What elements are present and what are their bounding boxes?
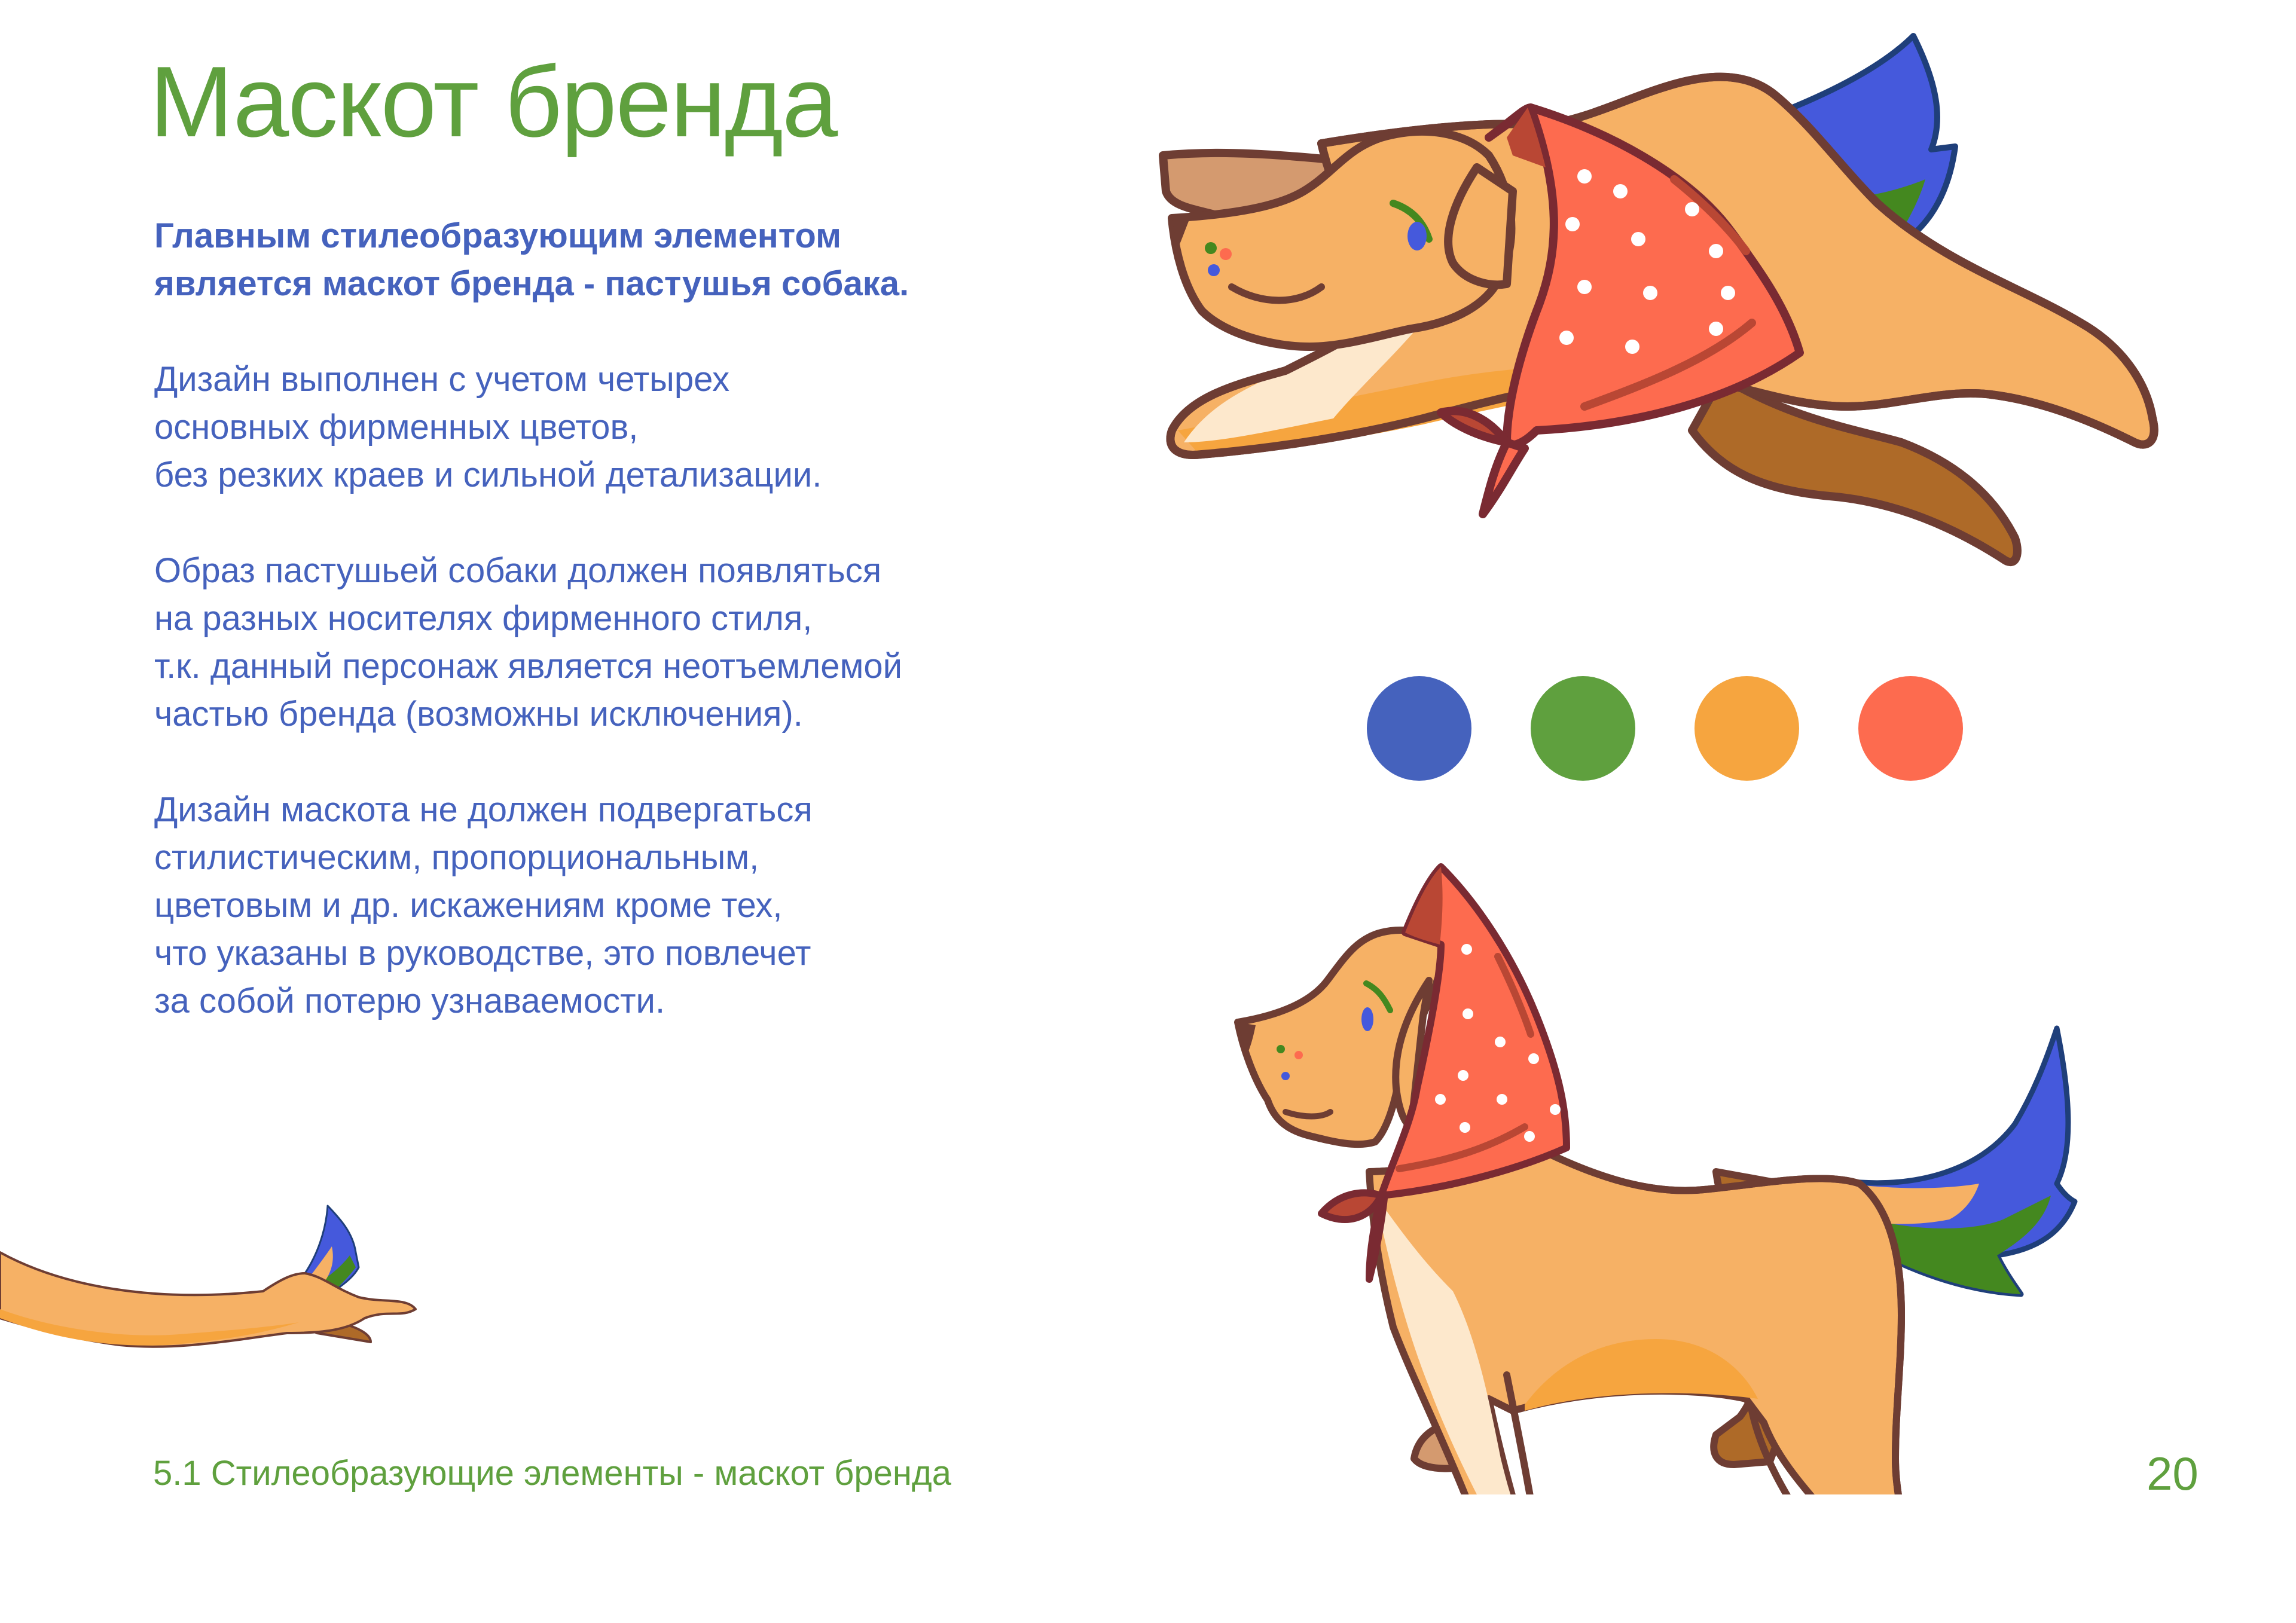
running-dog-mascot — [1154, 12, 2260, 604]
swatch-orange — [1694, 676, 1799, 781]
text-line: основных фирменных цветов, — [154, 408, 639, 447]
swatch-blue — [1367, 676, 1471, 781]
paragraph-design — [154, 356, 1051, 499]
text-line: т.к. данный персонаж является неотъемлемой — [154, 647, 902, 686]
text-line: что указаны в руководстве, это повлечет — [154, 934, 811, 973]
description-text — [154, 212, 1051, 1073]
paragraph-restrictions — [154, 786, 1051, 1025]
swatch-green — [1531, 676, 1635, 781]
text-line: Образ пастушьей собаки должен появляться — [154, 551, 882, 590]
text-line: стилистическим, пропорциональным, — [154, 838, 759, 877]
text-line: Дизайн выполнен с учетом четырех — [154, 360, 730, 399]
text-line: является маскот бренда - пастушья собака. — [154, 264, 909, 303]
text-line: на разных носителях фирменного стиля, — [154, 599, 813, 638]
text-line: без резких краев и сильной детализации. — [154, 456, 822, 494]
paragraph-usage — [154, 547, 1051, 738]
text-line: Главным стилеобразующим элементом — [154, 216, 841, 255]
page-title: Маскот бренда — [149, 45, 837, 158]
brand-color-swatches — [1367, 676, 1963, 781]
page-number: 20 — [2147, 1447, 2199, 1500]
text-line: за собой потерю узнаваемости. — [154, 982, 665, 1020]
standing-dog-mascot — [1226, 837, 2123, 1494]
swatch-red — [1858, 676, 1963, 781]
text-line: Дизайн маскота не должен подвергаться — [154, 790, 813, 829]
text-line: цветовым и др. искажениям кроме тех, — [154, 886, 783, 925]
partial-dog-tail — [0, 1184, 442, 1387]
section-footer-label: 5.1 Стилеобразующие элементы - маскот бренда — [153, 1454, 952, 1493]
text-line: частью бренда (возможны исключения). — [154, 695, 803, 733]
paragraph-intro — [154, 212, 1051, 308]
